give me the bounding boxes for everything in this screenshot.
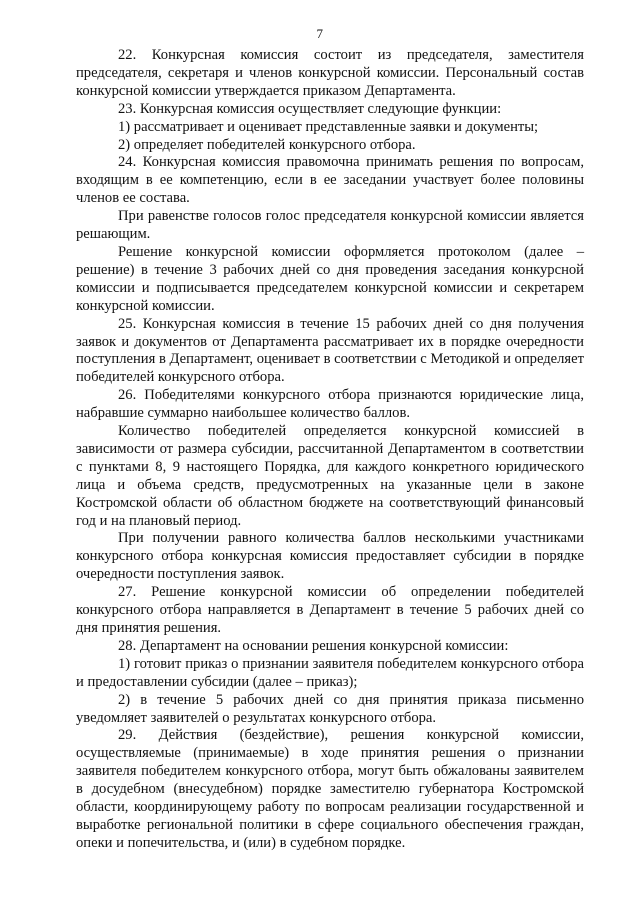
paragraph-26-equal-points: При получении равного количества баллов несколькими участниками конкурсного отбора конкурсная комиссия предоставляет субсидии в порядке очередности поступления заявок. bbox=[76, 530, 584, 583]
paragraph-28-item-2: 2) в течение 5 рабочих дней со дня принятия приказа письменно уведомляет заявителей о результатах конкурсного отбора. bbox=[76, 691, 584, 726]
paragraph-28: 28. Департамент на основании решения конкурсной комиссии: bbox=[118, 637, 509, 654]
paragraph-24: 24. Конкурсная комиссия правомочна принимать решения по вопросам, входящим в ее компетенцию, если в ее заседании участвует более половины членов ее состава. bbox=[76, 154, 584, 207]
paragraph-29: 29. Действия (бездействие), решения конкурсной комиссии, осуществляемые (принимаемые) в ходе принятия решения о признании заявителя победителем конкурсного отбора, могут быть обжалованы заявителем в досудебном (внесудебном) порядке заместителю губернатора Костромской области, координирующему работу по вопросам реализации государственной и выработке региональной политики в сфере социального обеспечения граждан, опеки и попечительства, и (или) в судебном порядке. bbox=[76, 727, 584, 851]
paragraph-25: 25. Конкурсная комиссия в течение 15 рабочих дней со дня получения заявок и документов от Департамента рассматривает их в порядке очередности поступления в Департамент, оценивает в соответствии с Методикой и определяет победителей конкурсного отбора. bbox=[76, 315, 584, 386]
paragraph-24-tie-vote: При равенстве голосов голос председателя конкурсной комиссии является решающим. bbox=[76, 208, 584, 243]
paragraph-26: 26. Победителями конкурсного отбора признаются юридические лица, набравшие суммарно наибольшее количество баллов. bbox=[76, 387, 584, 422]
page-number: 7 bbox=[316, 26, 324, 41]
paragraph-23: 23. Конкурсная комиссия осуществляет следующие функции: bbox=[118, 100, 502, 117]
paragraph-22: 22. Конкурсная комиссия состоит из председателя, заместителя председателя, секретаря и членов конкурсной комиссии. Персональный состав конкурсной комиссии утверждается приказом Департамента. bbox=[76, 47, 584, 99]
document-body bbox=[76, 47, 584, 853]
paragraph-27: 27. Решение конкурсной комиссии об определении победителей конкурсного отбора направляется в Департамент в течение 5 рабочих дней со дня принятия решения. bbox=[76, 584, 584, 636]
paragraph-24-protocol: Решение конкурсной комиссии оформляется протоколом (далее – решение) в течение 3 рабочих дней со дня проведения заседания конкурсной комиссии и подписывается председателем конкурсной комиссии и секретарем конкурсной комиссии. bbox=[76, 243, 584, 314]
paragraph-23-item-2: 2) определяет победителей конкурсного отбора. bbox=[118, 136, 416, 153]
paragraph-26-winners-count: Количество победителей определяется конкурсной комиссией в зависимости от размера субсидии, рассчитанной Департаментом в соответствии с пунктами 8, 9 настоящего Порядка, для каждого конкретного юридического лица и объема средств, предусмотренных на указанные цели в законе Костромской области об областном бюджете на соответствующий финансовый год и на плановый период. bbox=[76, 423, 584, 529]
paragraph-23-item-1: 1) рассматривает и оценивает представленные заявки и документы; bbox=[118, 118, 539, 135]
paragraph-28-item-1: 1) готовит приказ о признании заявителя победителем конкурсного отбора и предоставлении субсидии (далее – приказ); bbox=[76, 655, 584, 690]
